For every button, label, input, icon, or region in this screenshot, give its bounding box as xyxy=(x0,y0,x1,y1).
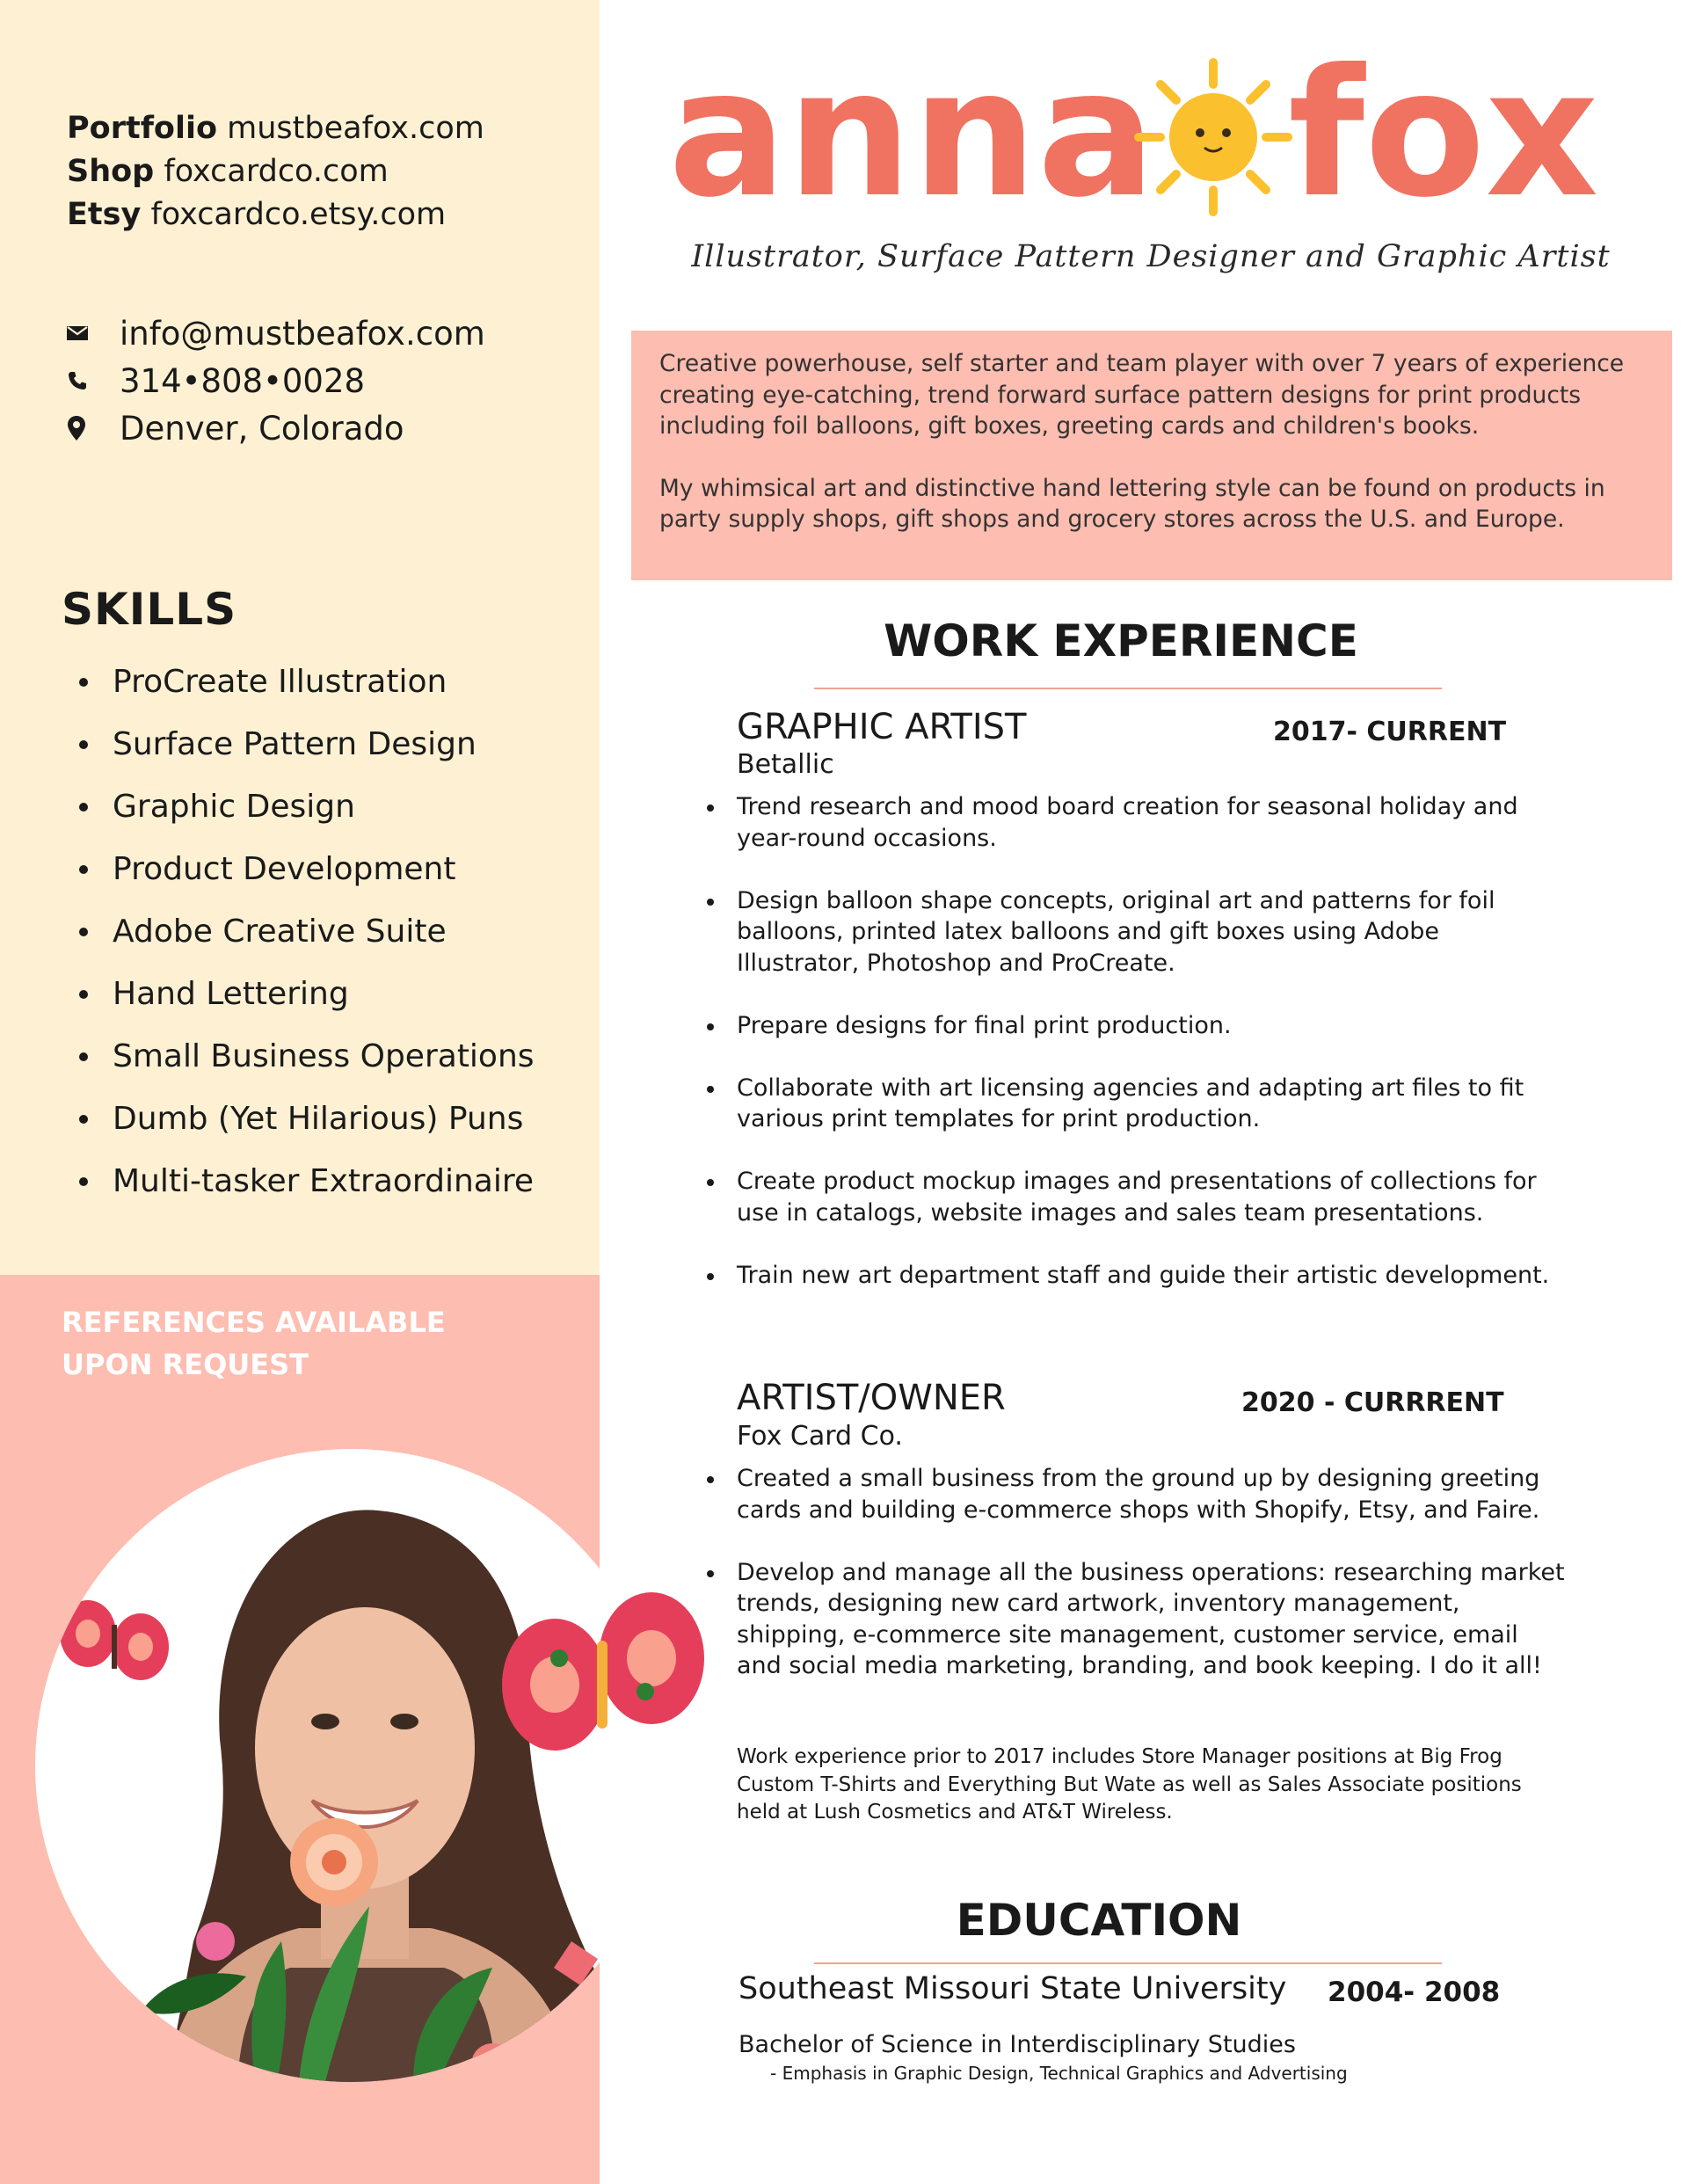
job-duties-list xyxy=(703,1463,1565,1713)
link-etsy[interactable]: Etsy foxcardco.etsy.com xyxy=(67,197,447,232)
contact-location: Denver, Colorado xyxy=(67,404,485,452)
job-duties-list xyxy=(703,791,1565,1322)
skill-item: Graphic Design xyxy=(79,775,535,838)
summary-box xyxy=(631,331,1672,580)
sun-icon xyxy=(1139,62,1288,212)
list-item: Trend research and mood board creation for seasonal holiday and year-round occasions. xyxy=(703,791,1565,854)
prior-experience-note: Work experience prior to 2017 includes Store Manager positions at Big Frog Custom T-Shirts and Everything But Wate as well as Sales Associate positions held at Lush Cosmetics and AT&T Wireless. xyxy=(737,1745,1522,1824)
link-shop[interactable]: Shop foxcardco.com xyxy=(67,154,389,189)
company-name: Fox Card Co. xyxy=(737,1421,903,1452)
tagline: Illustrator, Surface Pattern Designer and Graphic Artist xyxy=(691,239,1611,274)
list-item: Collaborate with art licensing agencies and adapting art files to fit various print templates for print production. xyxy=(703,1073,1565,1135)
list-item: Design balloon shape concepts, original art and patterns for foil balloons, printed latex balloons and gift boxes using Adobe Illustrator, Photoshop and ProCreate. xyxy=(703,885,1565,979)
education-heading: EDUCATION xyxy=(956,1895,1242,1946)
location-pin-icon xyxy=(67,416,120,440)
list-item: Prepare designs for final print production. xyxy=(703,1010,1565,1042)
phone-icon xyxy=(67,370,120,391)
list-item: Develop and manage all the business operations: researching market trends, designing new card artwork, inventory management, shipping, e-commerce site management, customer service, email and social media marketing, branding, and book keeping. I do it all! xyxy=(703,1557,1565,1682)
anna-fox-logo xyxy=(651,14,1653,243)
summary-paragraph: Creative powerhouse, self starter and team player with over 7 years of experience creating eye-catching, trend forward surface pattern designs for print products including foil balloons, gift boxes, greeting cards and children's books. xyxy=(659,350,1625,440)
education-dates: 2004- 2008 xyxy=(1328,1977,1501,2008)
work-experience-heading: WORK EXPERIENCE xyxy=(884,615,1358,666)
portfolio-links xyxy=(67,107,484,237)
job-title: GRAPHIC ARTIST xyxy=(737,707,1027,747)
degree-emphasis: - Emphasis in Graphic Design, Technical Graphics and Advertising xyxy=(770,2063,1348,2084)
references-note: REFERENCES AVAILABLE UPON REQUEST xyxy=(62,1306,446,1381)
mail-icon xyxy=(67,325,120,341)
section-divider xyxy=(814,688,1442,689)
summary-paragraph: My whimsical art and distinctive hand lettering style can be found on products in party supply shops, gift shops and grocery stores across the U.S. and Europe. xyxy=(659,474,1605,533)
skill-item: Hand Lettering xyxy=(79,963,535,1025)
logo-last-name: fox xyxy=(1288,32,1599,237)
degree: Bachelor of Science in Interdisciplinary Studies xyxy=(738,2031,1296,2058)
job-title: ARTIST/OWNER xyxy=(737,1378,1006,1418)
skill-item: Surface Pattern Design xyxy=(79,713,535,775)
skill-item: Small Business Operations xyxy=(79,1025,535,1088)
section-divider xyxy=(814,1962,1442,1964)
skill-item: Adobe Creative Suite xyxy=(79,900,535,963)
skills-list xyxy=(79,651,535,1212)
contact-email[interactable]: info@mustbeafox.com xyxy=(67,309,485,357)
link-portfolio[interactable]: Portfolio mustbeafox.com xyxy=(67,111,484,146)
skill-item: Multi-tasker Extraordinaire xyxy=(79,1150,535,1212)
butterfly-illustration xyxy=(498,1588,709,1781)
list-item: Train new art department staff and guide their artistic development. xyxy=(703,1260,1565,1292)
school-name: Southeast Missouri State University xyxy=(738,1971,1287,2006)
company-name: Betallic xyxy=(737,749,834,780)
contact-list xyxy=(67,309,485,452)
contact-phone[interactable]: 314•808•0028 xyxy=(67,357,485,404)
list-item: Created a small business from the ground up by designing greeting cards and building e-commerce shops with Shopify, Etsy, and Faire. xyxy=(703,1463,1565,1525)
job-dates: 2017- CURRENT xyxy=(1273,717,1507,747)
skills-heading: SKILLS xyxy=(62,584,237,635)
skill-item: ProCreate Illustration xyxy=(79,651,535,713)
job-dates: 2020 - CURRRENT xyxy=(1241,1387,1504,1418)
logo-first-name: anna xyxy=(668,32,1156,237)
skill-item: Dumb (Yet Hilarious) Puns xyxy=(79,1088,535,1150)
list-item: Create product mockup images and presentations of collections for use in catalogs, website images and sales team presentations. xyxy=(703,1166,1565,1228)
skill-item: Product Development xyxy=(79,838,535,900)
